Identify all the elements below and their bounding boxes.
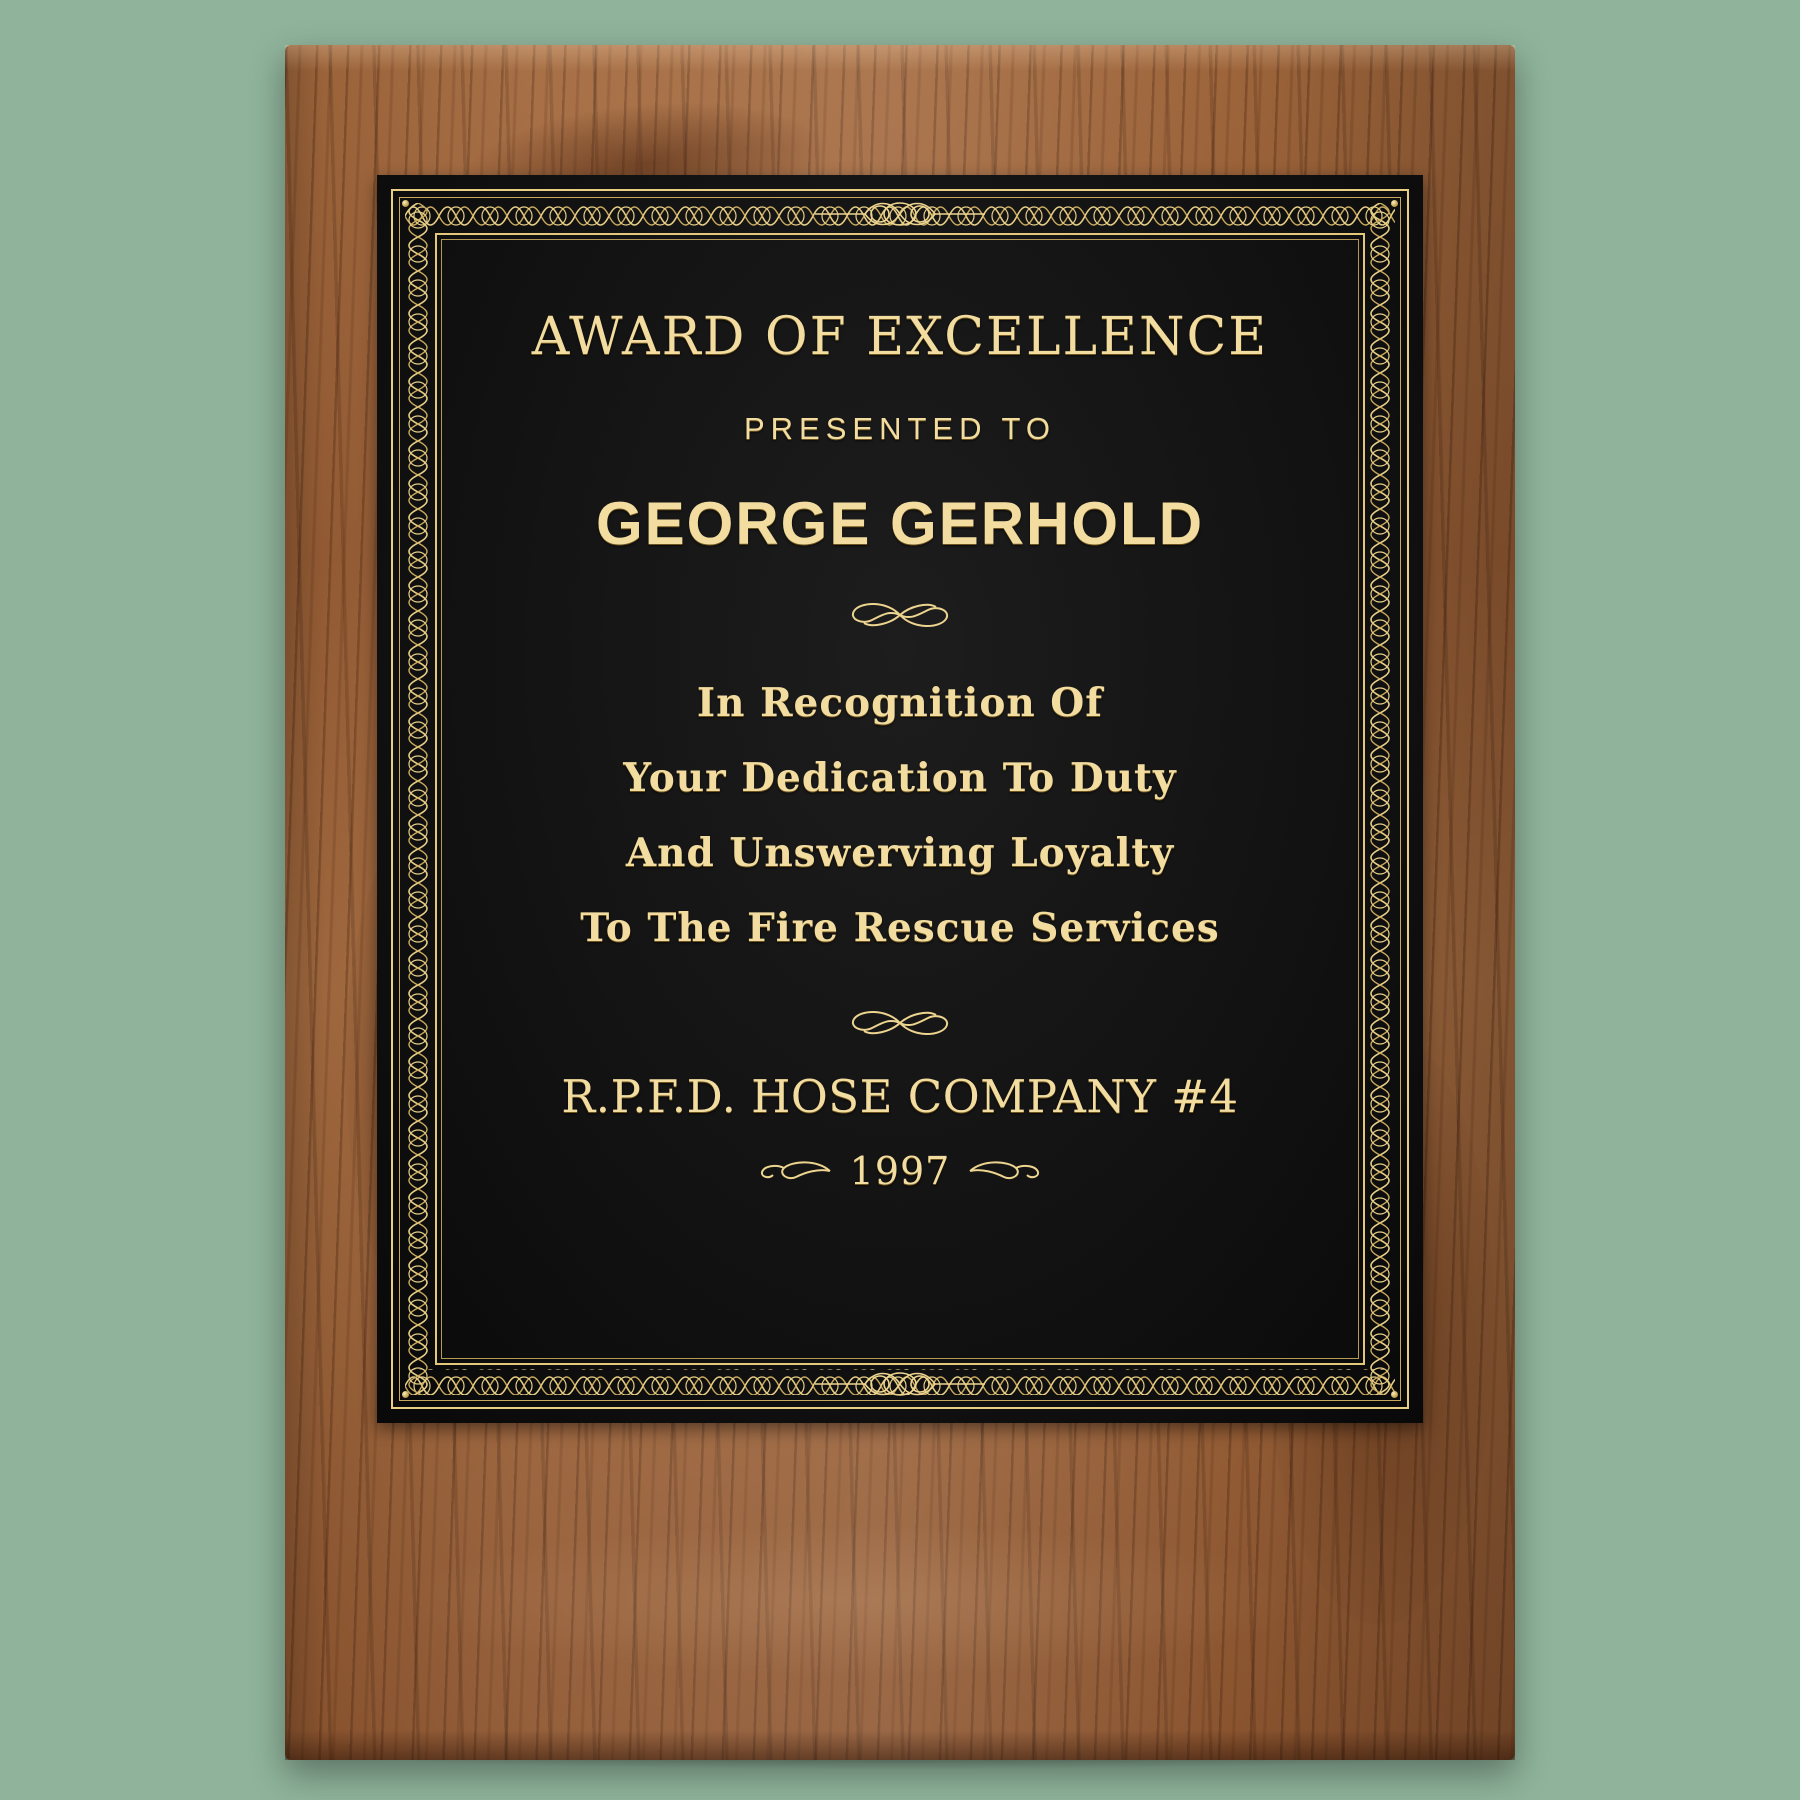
flourish-ornament-icon	[820, 598, 980, 632]
plaque-bottom-shadow	[285, 1730, 1515, 1760]
citation-line: Your Dedication To Duty	[623, 754, 1177, 801]
award-heading: AWARD OF EXCELLENCE	[531, 307, 1269, 367]
citation-line: In Recognition Of	[696, 680, 1104, 726]
knot-ornament-icon	[805, 1367, 995, 1401]
scroll-ornament-icon	[968, 1158, 1042, 1184]
corner-rivet-icon	[1391, 200, 1398, 207]
citation-line: To The Fire Rescue Services	[580, 904, 1220, 951]
plate-surface	[377, 175, 1423, 1423]
flourish-ornament-icon	[820, 1006, 980, 1040]
citation-block	[580, 666, 1220, 966]
award-text-block	[457, 261, 1343, 1337]
knot-ornament-icon	[805, 197, 995, 231]
organization-name: R.P.F.D. HOSE COMPANY #4	[561, 1069, 1239, 1123]
corner-rivet-icon	[402, 200, 409, 207]
engraved-plate	[377, 175, 1423, 1423]
presented-to-label: PRESENTED TO	[743, 411, 1057, 446]
citation-line: And Unswerving Loyalty	[625, 829, 1175, 876]
award-year: 1997	[849, 1148, 951, 1193]
plaque-top-highlight	[285, 45, 1515, 71]
year-row	[758, 1149, 1043, 1193]
corner-rivet-icon	[1391, 1391, 1398, 1398]
wood-grain-figure	[405, 1525, 1305, 1675]
recipient-name: GEORGE GERHOLD	[595, 490, 1205, 557]
scroll-ornament-icon	[758, 1158, 832, 1184]
wooden-plaque	[285, 45, 1515, 1760]
corner-rivet-icon	[402, 1391, 409, 1398]
